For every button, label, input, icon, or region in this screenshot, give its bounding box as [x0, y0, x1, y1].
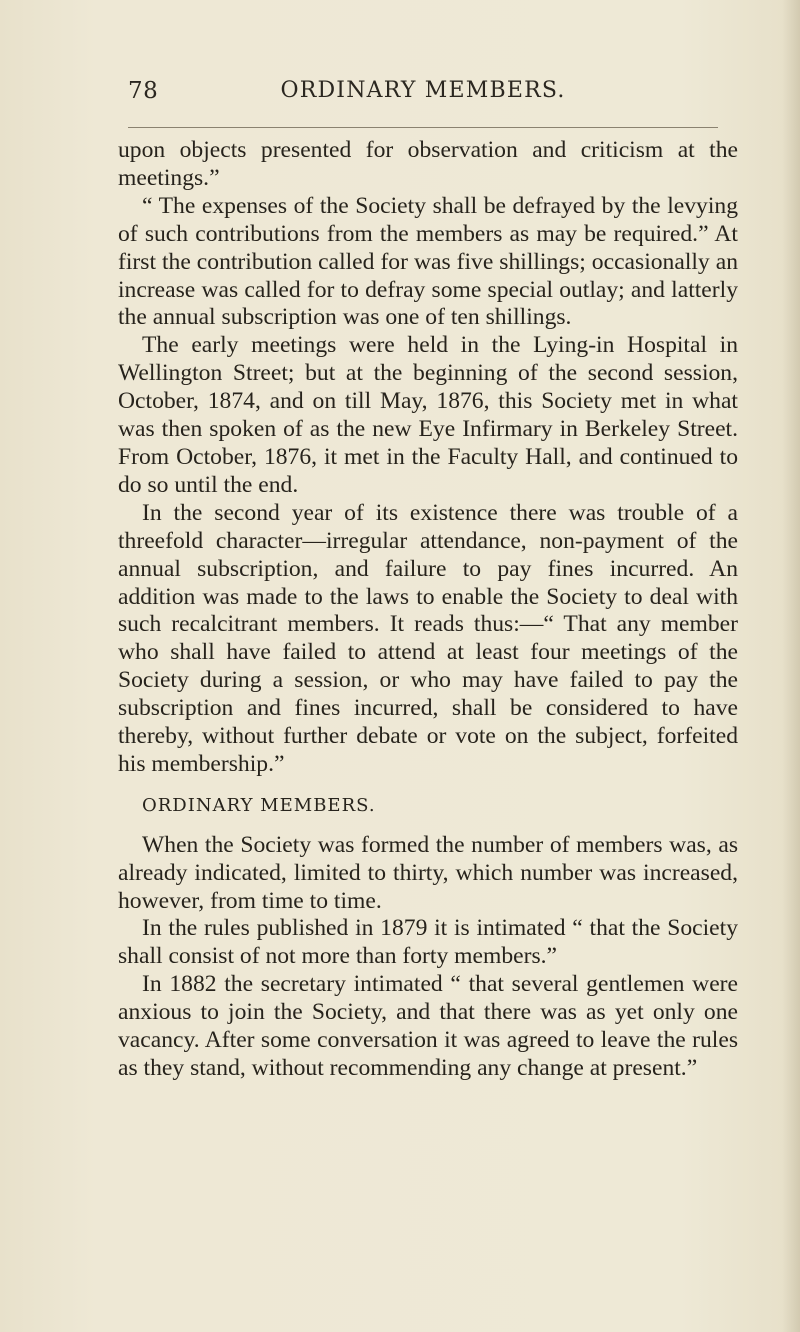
page-edge-shadow: [782, 0, 800, 1332]
section-heading: ORDINARY MEMBERS.: [142, 794, 376, 816]
running-title: ORDINARY MEMBERS.: [280, 78, 566, 103]
paragraph: In 1882 the secretary intimated “ that several gentlemen were anxious to join the Society, and that there was as yet only one vacancy. After some conversation it was agreed to leave the rules as they stand, without recommending any change at present.”: [118, 971, 738, 1081]
paragraph: When the Society was formed the number of members was, as already indicated, limited to thirty, which number was increased, however, from time to time.: [118, 831, 738, 914]
page-header: [128, 78, 718, 112]
paragraph: upon objects presented for observation and criticism at the meetings.”: [118, 137, 738, 191]
paragraph: In the second year of its existence there was trouble of a threefold character—irregular attendance, non-payment of the annual subscription, and failure to pay fines incurred. An addition was made to the laws to enable the Society to deal with such recalcitrant members. It reads thus:—“ That any member who shall have failed to attend at least four meetings of the Society during a session, or who may have failed to pay the subscription and fines incurred, shall be considered to have thereby, without further debate or vote on the subject, forfeited his membership.”: [118, 499, 738, 777]
paragraph: The early meetings were held in the Lying-in Hospital in Wellington Street; but at the beginning of the second session, October, 1874, and on till May, 1876, this Society met in what was then spoken of as the new Eye Infirmary in Berkeley Street. From October, 1876, it met in the Faculty Hall, and continued to do so until the end.: [118, 332, 738, 498]
body-text: [118, 137, 738, 1083]
paragraph: “ The expenses of the Society shall be defrayed by the levying of such contributions from the members as may be required.” At first the contribution called for was five shillings; occasionally an increase was called for to defray some special outlay; and latterly the annual subscription was one of ten shillings.: [118, 192, 738, 331]
paragraph: In the rules published in 1879 it is intimated “ that the Society shall consist of not more than forty members.”: [118, 915, 738, 970]
page-number: 78: [128, 78, 159, 104]
header-rule: [128, 127, 718, 128]
